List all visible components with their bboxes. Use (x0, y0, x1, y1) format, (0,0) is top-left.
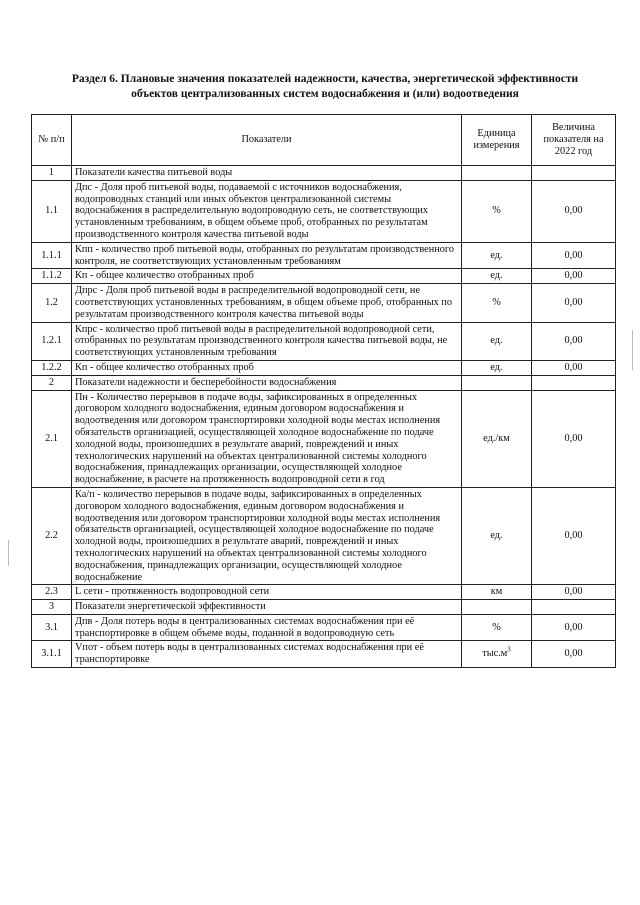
row-indicator: Дпс - Доля проб питьевой воды, подаваемой с источников водоснабжения, водопроводных станций или иных объектов централизованной системы водоснабжения в распределительную водопроводную сеть, не соответствующих установленным требованиям, в общем объеме проб, отобранных по результатам производственного контроля качества питьевой воды (72, 180, 462, 242)
row-indicator: Дпв - Доля потерь воды в централизованных системах водоснабжения при её транспортировке в общем объеме воды, поданной в водопроводную сеть (72, 614, 462, 641)
table-row (32, 375, 616, 390)
table-row (32, 585, 616, 600)
row-value: 0,00 (532, 180, 616, 242)
row-unit: ед. (462, 269, 532, 284)
unit-superscript: 3 (507, 645, 511, 654)
section-title-line-2: объектов централизованных систем водоснабжения и (или) водоотведения (131, 88, 519, 100)
table-row (32, 284, 616, 322)
row-value: 0,00 (532, 487, 616, 584)
row-num: 2 (32, 375, 72, 390)
section-title-line-1: Раздел 6. Плановые значения показателей надежности, качества, энергетической эффективности (71, 73, 579, 85)
indicators-table (31, 114, 616, 668)
table-row (32, 641, 616, 668)
row-num: 1.1 (32, 180, 72, 242)
row-value: 0,00 (532, 641, 616, 668)
row-indicator: Кп - общее количество отобранных проб (72, 269, 462, 284)
header-num: № п/п (32, 115, 72, 166)
header-indicator: Показатели (72, 115, 462, 166)
table-row (32, 600, 616, 615)
row-indicator: L сети - протяженность водопроводной сети (72, 585, 462, 600)
row-indicator: Пн - Количество перерывов в подаче воды, зафиксированных в определенных договором холодного водоснабжения, единым договором водоснабжения и водоотведения или договором транспортировки холодной воды местах исполнения обязательств организацией, осуществляющей холодное водоснабжение по подаче холодной воды, произошедших в результате аварий, повреждений и иных технологических нарушений на объектах централизованной системы холодного водоснабжения, принадлежащих организации, осуществляющей холодное водоснабжение, в расчете на протяженность водопроводной сети в год (72, 390, 462, 487)
row-value: 0,00 (532, 614, 616, 641)
row-unit: % (462, 180, 532, 242)
row-unit: ед. (462, 322, 532, 360)
row-value (532, 375, 616, 390)
row-unit (462, 375, 532, 390)
row-unit: ед. (462, 487, 532, 584)
row-unit: ед. (462, 242, 532, 269)
row-indicator: Показатели качества питьевой воды (72, 166, 462, 181)
row-num: 2.3 (32, 585, 72, 600)
table-row (32, 390, 616, 487)
row-indicator: Кпрс - количество проб питьевой воды в распределительной водопроводной сети, отобранных по результатам производственного контроля качества питьевой воды, не соответствующих установленным требования (72, 322, 462, 360)
row-unit: % (462, 614, 532, 641)
row-value: 0,00 (532, 322, 616, 360)
scan-mark (8, 540, 9, 566)
row-num: 3.1 (32, 614, 72, 641)
row-indicator: Показатели надежности и бесперебойности водоснабжения (72, 375, 462, 390)
row-indicator: Дпрс - Доля проб питьевой воды в распределительной водопроводной сети, не соответствующих установленных требованиям, в общем объеме проб, отобранных по результатам производственного контроля качества питьевой воды (72, 284, 462, 322)
row-num: 3.1.1 (32, 641, 72, 668)
row-num: 3 (32, 600, 72, 615)
row-value: 0,00 (532, 242, 616, 269)
row-num: 1 (32, 166, 72, 181)
row-unit: % (462, 284, 532, 322)
table-row (32, 614, 616, 641)
scan-mark (632, 330, 633, 370)
row-value: 0,00 (532, 585, 616, 600)
row-indicator: Кп - общее количество отобранных проб (72, 360, 462, 375)
row-value (532, 166, 616, 181)
table-row (32, 242, 616, 269)
table-header-row (32, 115, 616, 166)
row-unit (462, 600, 532, 615)
row-unit: ед. (462, 360, 532, 375)
row-num: 1.2.2 (32, 360, 72, 375)
header-value: Величина показателя на 2022 год (532, 115, 616, 166)
row-value (532, 600, 616, 615)
row-num: 2.1 (32, 390, 72, 487)
row-indicator: Кпп - количество проб питьевой воды, отобранных по результатам производственного контроля, не соответствующих установленным требованиям (72, 242, 462, 269)
section-title (30, 72, 620, 102)
row-unit: км (462, 585, 532, 600)
table-row (32, 487, 616, 584)
row-unit: ед./км (462, 390, 532, 487)
unit-text: тыс.м (482, 648, 508, 660)
row-unit (462, 166, 532, 181)
row-value: 0,00 (532, 360, 616, 375)
header-unit: Единица измерения (462, 115, 532, 166)
row-num: 2.2 (32, 487, 72, 584)
row-indicator: Vпот - объем потерь воды в централизованных системах водоснабжения при её транспортировке (72, 641, 462, 668)
row-unit (462, 641, 532, 668)
row-num: 1.1.1 (32, 242, 72, 269)
table-row (32, 360, 616, 375)
table-row (32, 180, 616, 242)
row-indicator: Показатели энергетической эффективности (72, 600, 462, 615)
row-num: 1.2.1 (32, 322, 72, 360)
row-value: 0,00 (532, 269, 616, 284)
row-value: 0,00 (532, 390, 616, 487)
row-value: 0,00 (532, 284, 616, 322)
row-indicator: Ка/п - количество перерывов в подаче воды, зафиксированных в определенных договором холодного водоснабжения, единым договором водоснабжения и водоотведения или договором транспортировки холодной воды местах исполнения обязательств организацией, осуществляющей холодное водоснабжение по подаче холодной воды, произошедших в результате аварий, повреждений и иных технологических нарушений на объектах централизованной системы холодного водоснабжения, принадлежащих организации, осуществляющей холодное водоснабжение (72, 487, 462, 584)
table-row (32, 322, 616, 360)
table-row (32, 166, 616, 181)
table-row (32, 269, 616, 284)
row-num: 1.1.2 (32, 269, 72, 284)
row-num: 1.2 (32, 284, 72, 322)
